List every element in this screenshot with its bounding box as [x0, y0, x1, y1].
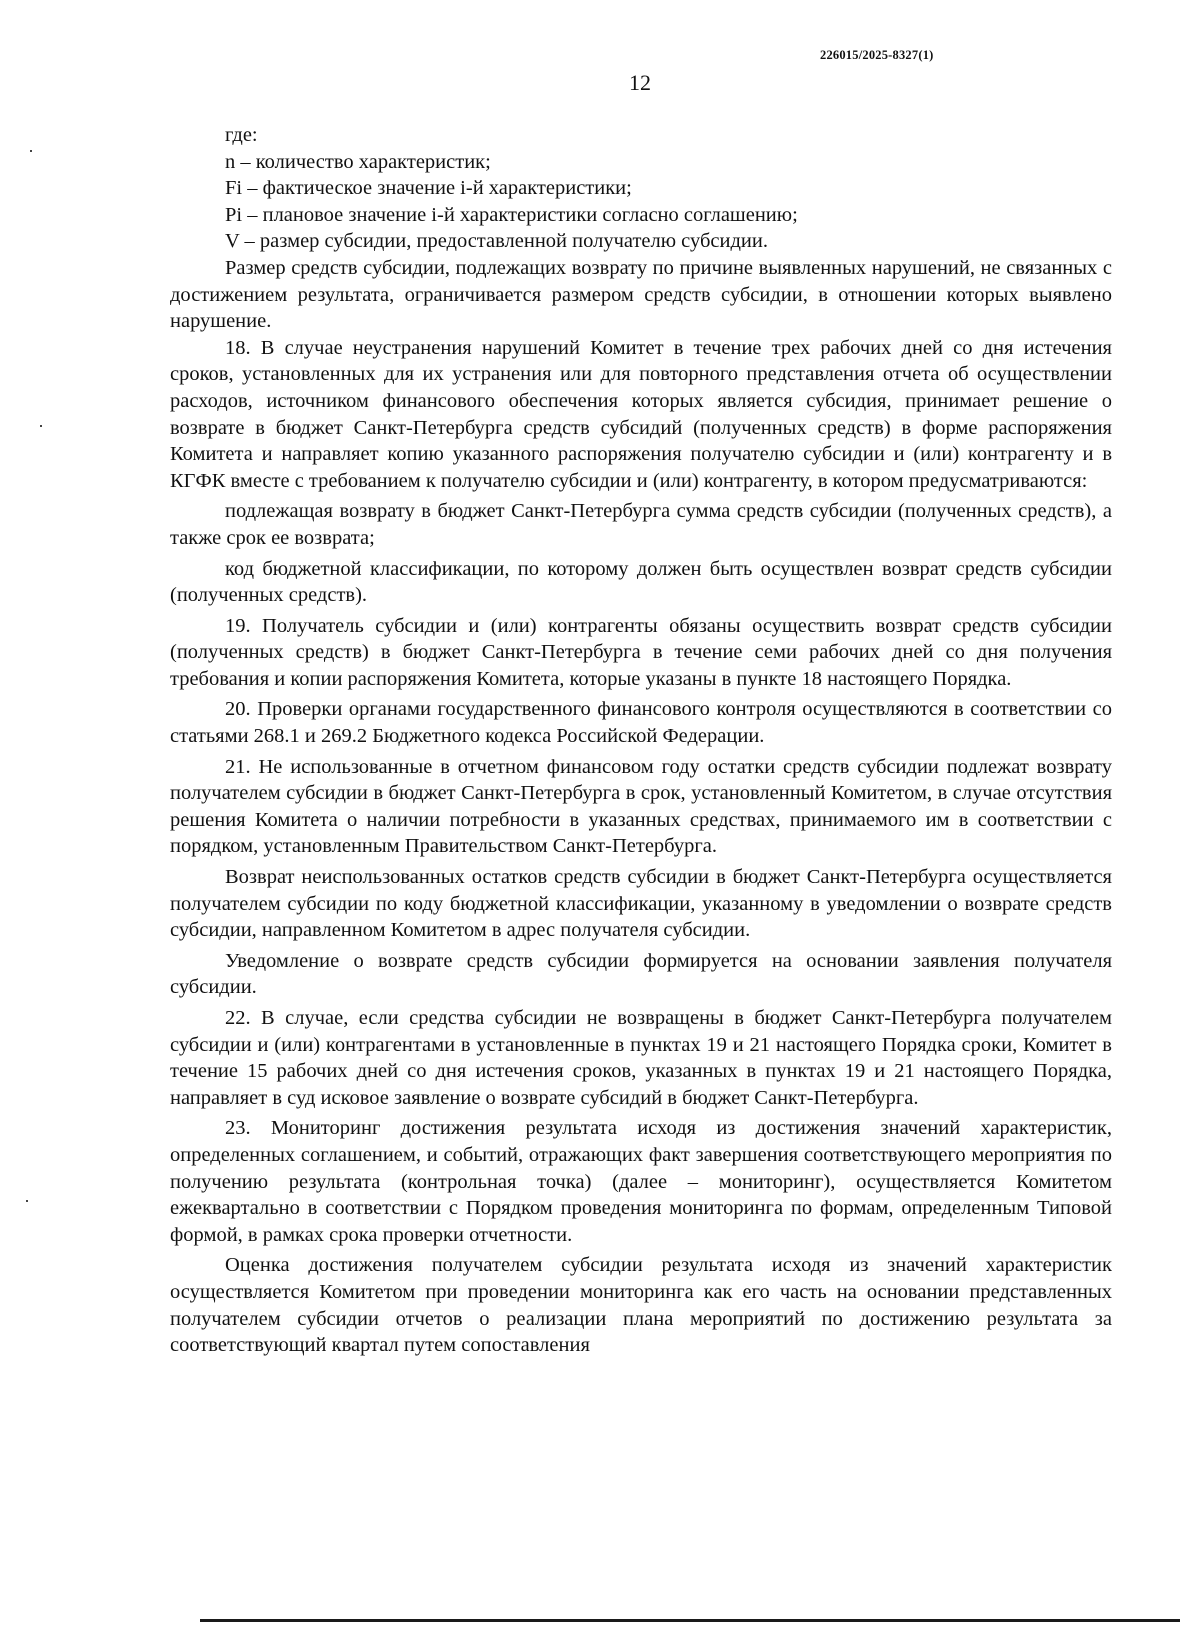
paragraph-20: 20. Проверки органами государственного финансового контроля осуществляются в соответствии со статьями 268.1 и 269.2 Бюджетного кодекса Российской Федерации.	[170, 698, 1112, 748]
page-number: 12	[629, 70, 651, 95]
document-registration-number: 226015/2025-8327(1)	[820, 48, 934, 62]
scan-speck	[26, 1200, 28, 1202]
paragraph-21-return: Возврат неиспользованных остатков средств субсидии в бюджет Санкт-Петербурга осуществляется получателем субсидии по коду бюджетной классификации, указанному в уведомлении о возврате средств субсидии, направленном Комитетом в адрес получателя субсидии.	[170, 866, 1112, 942]
paragraph-23: 23. Мониторинг достижения результата исходя из достижения значений характеристик, определенных соглашением, и событий, отражающих факт завершения соответствующего мероприятия по получению результата (контрольная точка) (далее – мониторинг), осуществляется Комитетом ежеквартально в соответствии с Порядком проведения мониторинга по формам, определенным Типовой формой, в рамках срока проверки отчетности.	[170, 1117, 1112, 1246]
paragraph-18-amount: подлежащая возврату в бюджет Санкт-Петербурга сумма средств субсидии (полученных средств), а также срок ее возврата;	[170, 500, 1112, 549]
scan-edge-line	[200, 1619, 1180, 1622]
paragraph-18-code: код бюджетной классификации, по которому должен быть осуществлен возврат средств субсидии (полученных средств).	[170, 557, 1112, 607]
paragraph-violation-limit: Размер средств субсидии, подлежащих возврату по причине выявленных нарушений, не связанных с достижением результата, ограничивается размером средств субсидии, в отношении которых выявлено нарушение.	[170, 256, 1112, 333]
paragraph-18: 18. В случае неустранения нарушений Комитет в течение трех рабочих дней со дня истечения сроков, установленных для их устранения или для повторного представления отчета об осуществлении расходов, источником финансового обеспечения которых является субсидия, принимает решение о возврате в бюджет Санкт-Петербурга средств субсидий (полученных средств) в форме распоряжения Комитета и направляет копию указанного распоряжения получателю субсидии и (или) контрагенту и в КГФК вместе с требованием к получателю субсидии и (или) контрагенту, в котором предусматриваются:	[170, 336, 1112, 492]
scan-speck	[40, 425, 42, 427]
scan-speck	[30, 150, 32, 152]
formula-definitions	[170, 122, 1112, 255]
paragraph-21: 21. Не использованные в отчетном финансовом году остатки средств субсидии подлежат возврату получателем субсидии в бюджет Санкт-Петербурга в срок, установленный Комитетом, в случае отсутствия решения Комитета о наличии потребности в указанных средствах, принимаемого им в соответствии с порядком, установленным Правительством Санкт-Петербурга.	[170, 755, 1112, 858]
paragraph-19: 19. Получатель субсидии и (или) контрагенты обязаны осуществить возврат средств субсидии (полученных средств) в бюджет Санкт-Петербурга в течение семи рабочих дней со дня получения требования и копии распоряжения Комитета, которые указаны в пункте 18 настоящего Порядка.	[170, 614, 1112, 690]
definition-v: V – размер субсидии, предоставленной получателю субсидии.	[225, 230, 768, 253]
definition-n: n – количество характеристик;	[225, 150, 491, 173]
document-body	[170, 122, 1112, 1359]
paragraph-23-assessment: Оценка достижения получателем субсидии результата исходя из значений характеристик осуществляется Комитетом при проведении мониторинга как его часть на основании представленных получателем субсидии отчетов о реализации плана мероприятий по достижению результата за соответствующий квартал путем сопоставления	[170, 1254, 1112, 1357]
paragraph-21-notice: Уведомление о возврате средств субсидии формируется на основании заявления получателя субсидии.	[170, 949, 1112, 999]
definition-intro: где:	[225, 124, 258, 146]
definition-fi: Fi – фактическое значение i-й характеристики;	[225, 177, 632, 200]
paragraph-22: 22. В случае, если средства субсидии не возвращены в бюджет Санкт-Петербурга получателем субсидии и (или) контрагентами в установленные в пунктах 19 и 21 настоящего Порядка сроки, Комитет в течение 15 рабочих дней со дня истечения сроков, указанных в пунктах 19 и 21 настоящего Порядка, направляет в суд исковое заявление о возврате субсидий в бюджет Санкт-Петербурга.	[170, 1007, 1112, 1109]
definition-pi: Pi – плановое значение i-й характеристики согласно соглашению;	[225, 203, 798, 226]
